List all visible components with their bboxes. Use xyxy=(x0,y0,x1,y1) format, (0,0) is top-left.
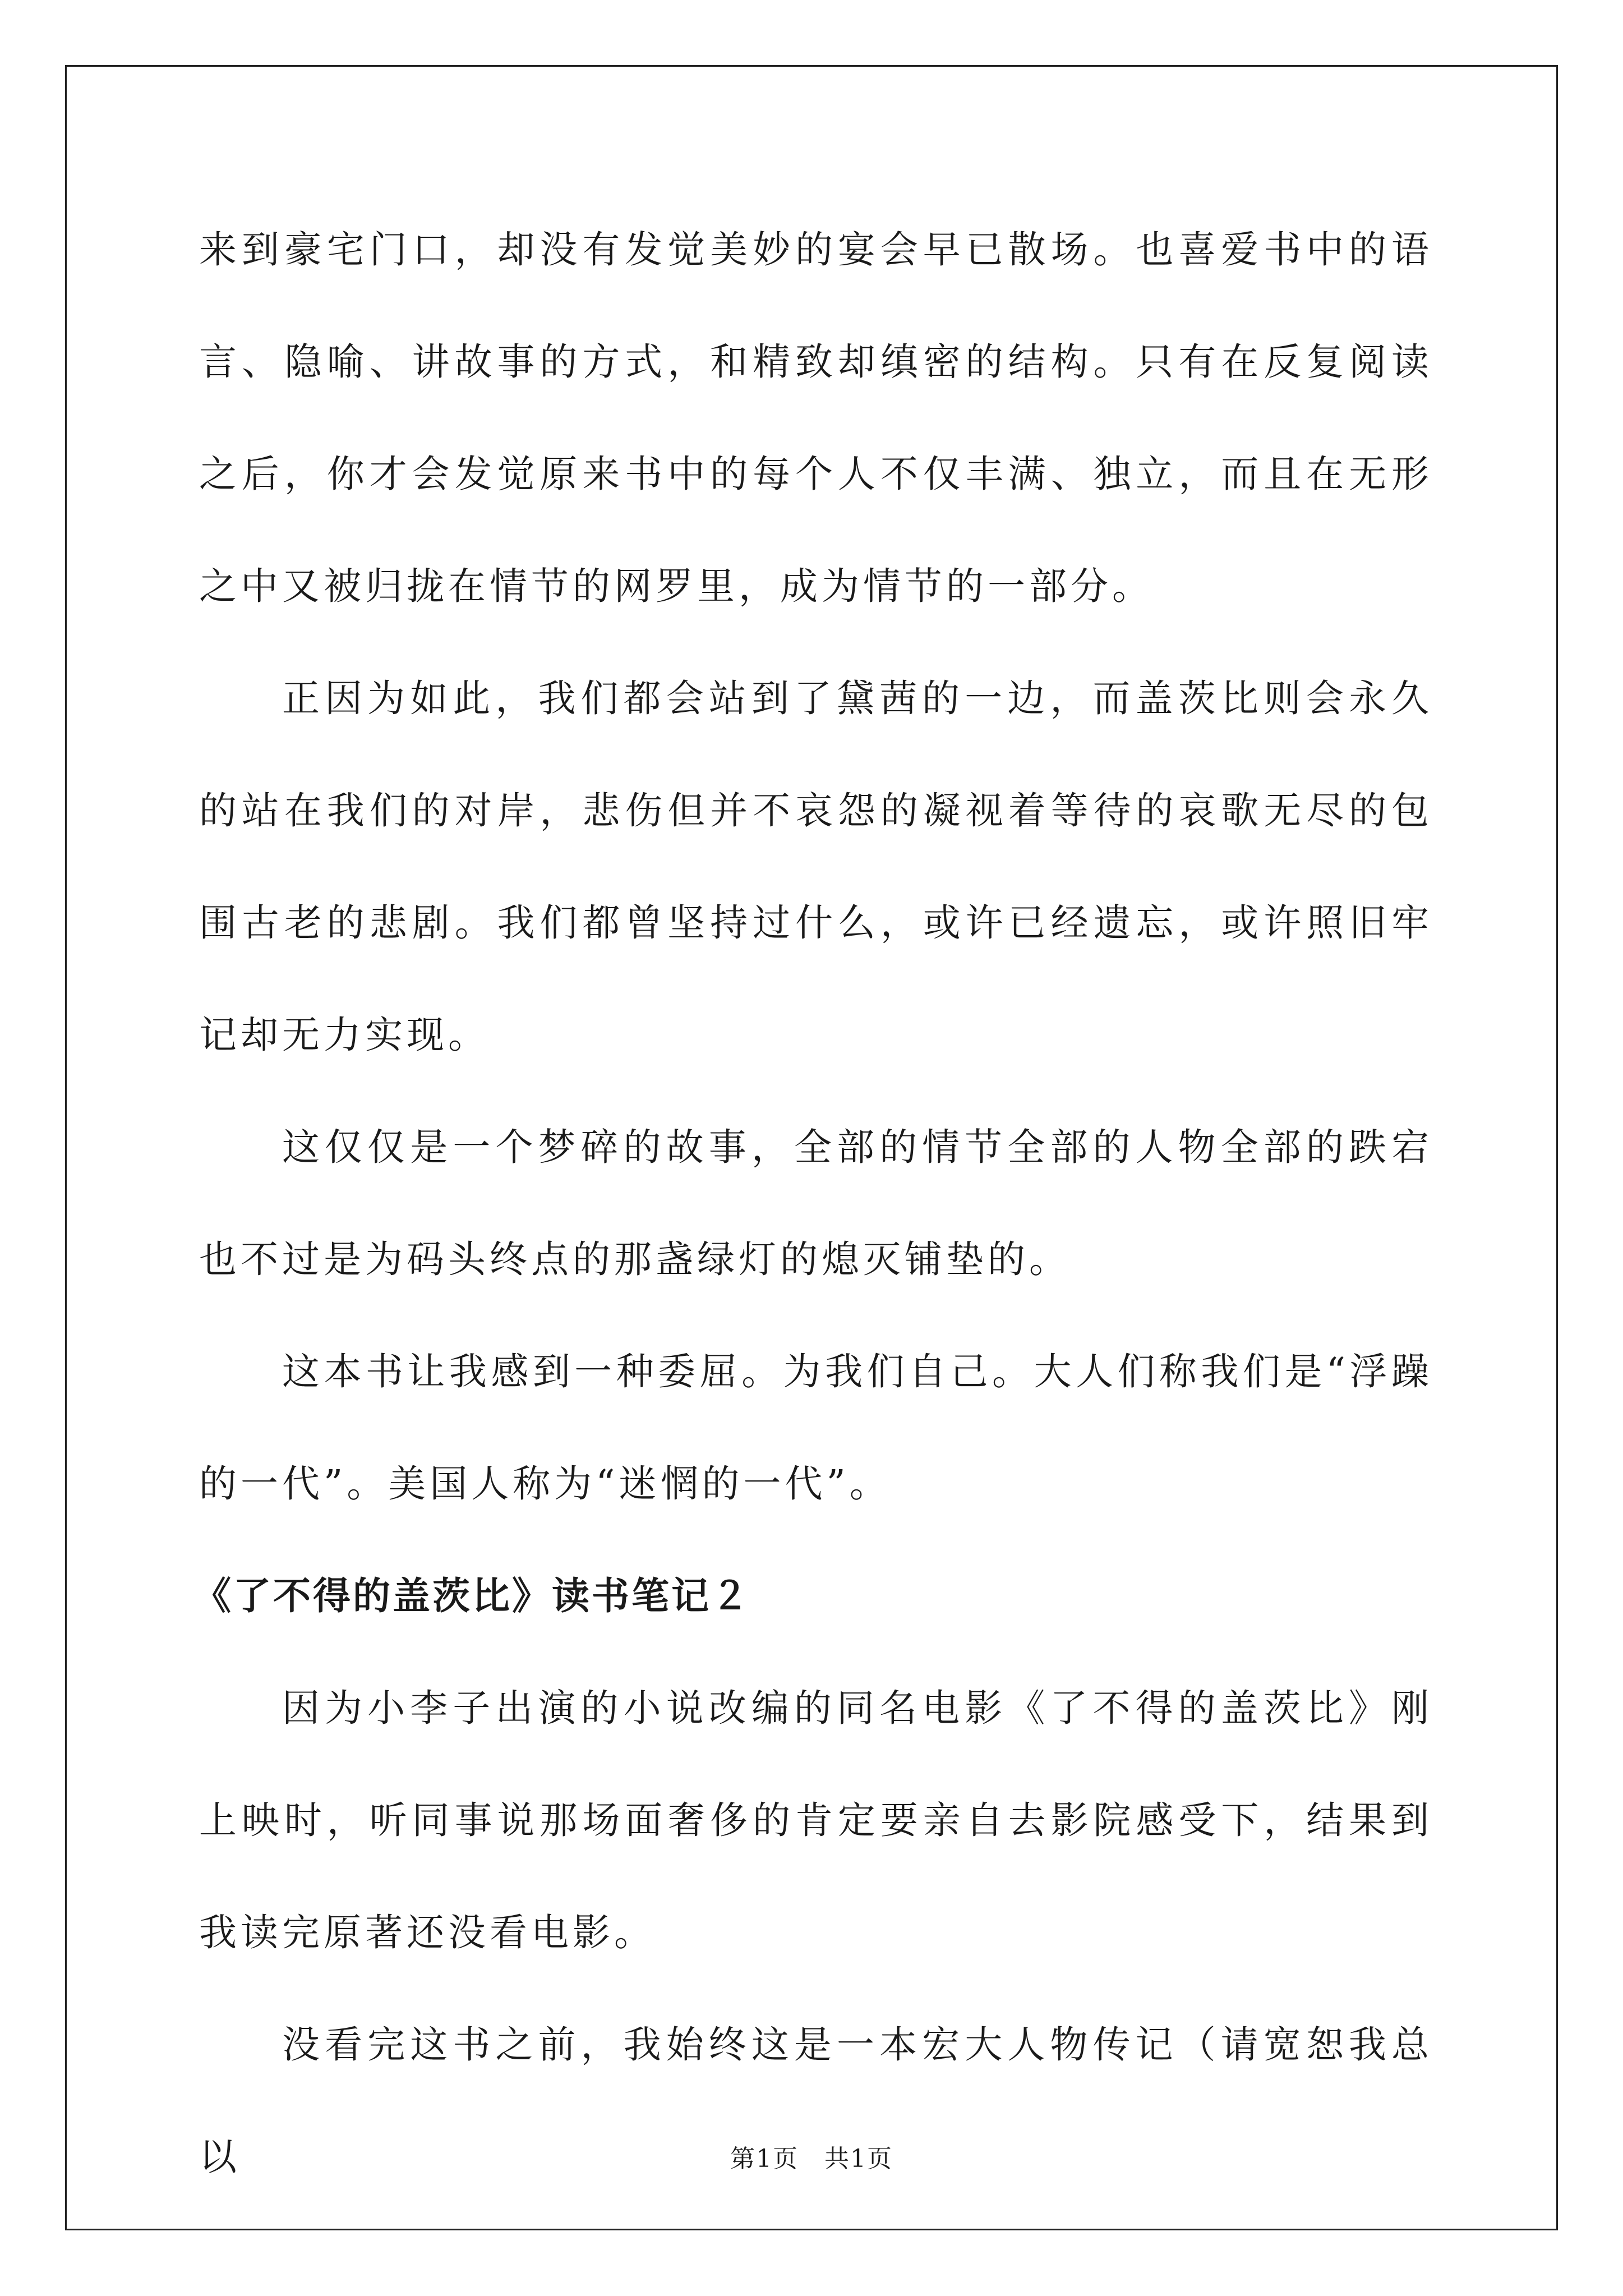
paragraph-6: 没看完这书之前，我始终这是一本宏大人物传记（请宽恕我总以 xyxy=(199,2023,1433,2179)
paragraph-1: 来到豪宅门口，却没有发觉美妙的宴会早已散场。也喜爱书中的语言、隐喻、讲故事的方式，和精致却缜密的结构。只有在反复阅读之后，你才会发觉原来书中的每个人不仅丰满、独立，而且在无形之中又被归拢在情节的网罗里，成为情节的一部分。 xyxy=(199,228,1433,608)
section-heading: 《了不得的盖茨比》读书笔记２ xyxy=(193,1573,751,1618)
page-number-footer: 第1页 共1页 xyxy=(730,2145,893,2173)
paragraph-2: 正因为如此，我们都会站到了黛茜的一边，而盖茨比则会永久的站在我们的对岸，悲伤但并不哀怨的凝视着等待的哀歌无尽的包围古老的悲剧。我们都曾坚持过什么，或许已经遗忘，或许照旧牢记却无力实现。 xyxy=(199,677,1433,1057)
paragraph-3: 这仅仅是一个梦碎的故事，全部的情节全部的人物全部的跌宕也不过是为码头终点的那盏绿灯的熄灭铺垫的。 xyxy=(199,1125,1433,1281)
document-body xyxy=(193,194,1433,2213)
paragraph-4: 这本书让我感到一种委屈。为我们自己。大人们称我们是“浮躁的一代”。美国人称为“迷惘的一代”。 xyxy=(199,1350,1433,1506)
paragraph-5: 因为小李子出演的小说改编的同名电影《了不得的盖茨比》刚上映时，听同事说那场面奢侈的肯定要亲自去影院感受下，结果到我读完原著还没看电影。 xyxy=(199,1686,1433,1954)
